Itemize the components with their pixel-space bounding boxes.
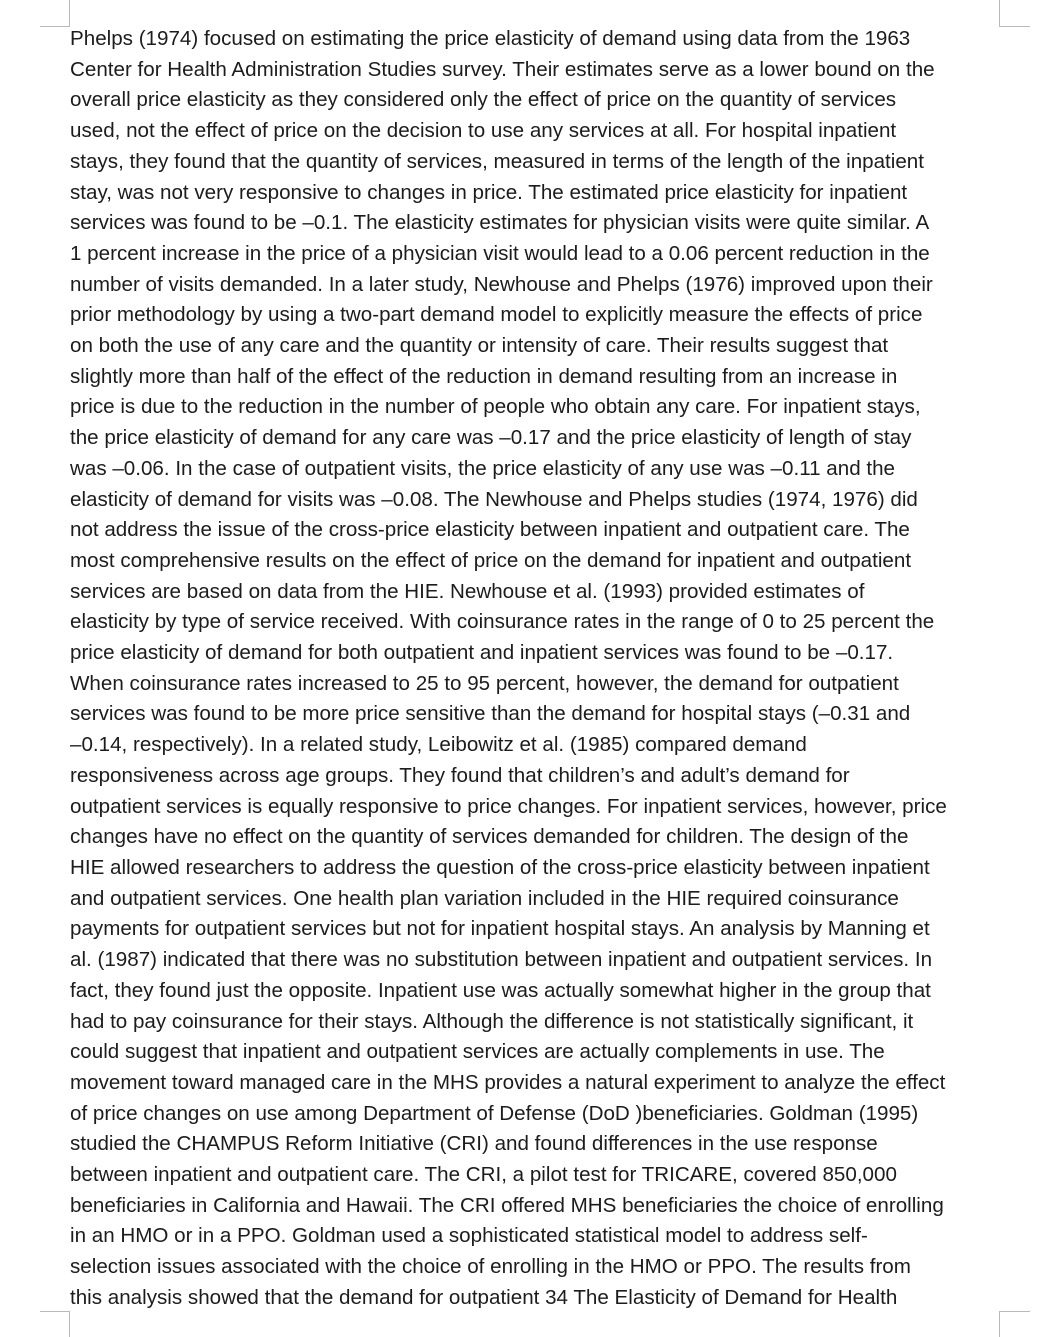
text-line: overall price elasticity as they considered only the effect of price on the quantity of services [70, 88, 897, 112]
text-line: could suggest that inpatient and outpatient services are actually complements in use. The [70, 1040, 885, 1064]
text-line: stay, was not very responsive to changes in price. The estimated price elasticity for inpatient [70, 180, 908, 204]
text-line: services was found to be –0.1. The elasticity estimates for physician visits were quite similar. A [70, 211, 930, 235]
text-line: in an HMO or in a PPO. Goldman used a sophisticated statistical model to address self- [70, 1224, 868, 1248]
text-line: selection issues associated with the choice of enrolling in the HMO or PPO. The results from [70, 1255, 911, 1279]
text-line: prior methodology by using a two-part demand model to explicitly measure the effects of price [70, 303, 923, 327]
text-line: payments for outpatient services but not for inpatient hospital stays. An analysis by Manning et [70, 917, 930, 941]
text-line: services are based on data from the HIE. Newhouse et al. (1993) provided estimates of [70, 579, 865, 603]
text-line: stays, they found that the quantity of services, measured in terms of the length of the inpatient [70, 149, 924, 173]
text-line: When coinsurance rates increased to 25 to 95 percent, however, the demand for outpatient [70, 671, 899, 695]
body-paragraph [70, 24, 1010, 1314]
text-line: was –0.06. In the case of outpatient visits, the price elasticity of any use was –0.11 and the [70, 456, 895, 480]
text-line: between inpatient and outpatient care. The CRI, a pilot test for TRICARE, covered 850,000 [70, 1163, 897, 1187]
text-line: not address the issue of the cross-price elasticity between inpatient and outpatient care. The [70, 518, 910, 542]
text-line: responsiveness across age groups. They found that children’s and adult’s demand for [70, 763, 850, 787]
text-line: elasticity by type of service received. With coinsurance rates in the range of 0 to 25 percent the [70, 610, 935, 634]
text-line: this analysis showed that the demand for outpatient 34 The Elasticity of Demand for Health [70, 1285, 898, 1309]
text-line: al. (1987) indicated that there was no substitution between inpatient and outpatient services. In [70, 948, 933, 972]
crop-mark-bottom-left [40, 1311, 70, 1337]
text-line: elasticity of demand for visits was –0.08. The Newhouse and Phelps studies (1974, 1976) did [70, 487, 918, 511]
text-line: services was found to be more price sensitive than the demand for hospital stays (–0.31 and [70, 702, 911, 726]
text-line: studied the CHAMPUS Reform Initiative (CRI) and found differences in the use response [70, 1132, 878, 1156]
text-line: Phelps (1974) focused on estimating the price elasticity of demand using data from the 1963 [70, 27, 911, 50]
text-line: and outpatient services. One health plan variation included in the HIE required coinsurance [70, 886, 899, 910]
text-line: beneficiaries in California and Hawaii. The CRI offered MHS beneficiaries the choice of enrolling [70, 1193, 944, 1217]
text-line: Center for Health Administration Studies survey. Their estimates serve as a lower bound on the [70, 57, 935, 81]
text-line: –0.14, respectively). In a related study, Leibowitz et al. (1985) compared demand [70, 733, 807, 757]
crop-mark-top-left [40, 0, 70, 27]
text-line: most comprehensive results on the effect of price on the demand for inpatient and outpatient [70, 548, 912, 572]
text-line: price elasticity of demand for both outpatient and inpatient services was found to be –0.17. [70, 641, 894, 665]
text-line: on both the use of any care and the quantity or intensity of care. Their results suggest that [70, 334, 889, 358]
text-line: slightly more than half of the effect of the reduction in demand resulting from an increase in [70, 364, 898, 388]
text-line: HIE allowed researchers to address the question of the cross-price elasticity between inpatient [70, 855, 930, 879]
text-line: number of visits demanded. In a later study, Newhouse and Phelps (1976) improved upon their [70, 272, 933, 296]
text-line: 1 percent increase in the price of a physician visit would lead to a 0.06 percent reduction in the [70, 241, 930, 265]
crop-mark-bottom-right [999, 1311, 1030, 1337]
crop-mark-top-right [999, 0, 1030, 27]
text-line: changes have no effect on the quantity of services demanded for children. The design of the [70, 825, 909, 849]
text-line: of price changes on use among Department of Defense (DoD )beneficiaries. Goldman (1995) [70, 1101, 919, 1125]
text-line: had to pay coinsurance for their stays. Although the difference is not statistically significant, it [70, 1009, 914, 1033]
text-line: outpatient services is equally responsive to price changes. For inpatient services, however, price [70, 794, 947, 818]
text-line: movement toward managed care in the MHS provides a natural experiment to analyze the effect [70, 1070, 946, 1094]
text-line: price is due to the reduction in the number of people who obtain any care. For inpatient stays, [70, 395, 921, 419]
text-line: fact, they found just the opposite. Inpatient use was actually somewhat higher in the group that [70, 978, 931, 1002]
text-line: the price elasticity of demand for any care was –0.17 and the price elasticity of length of stay [70, 426, 912, 450]
text-line: used, not the effect of price on the decision to use any services at all. For hospital inpatient [70, 119, 897, 143]
